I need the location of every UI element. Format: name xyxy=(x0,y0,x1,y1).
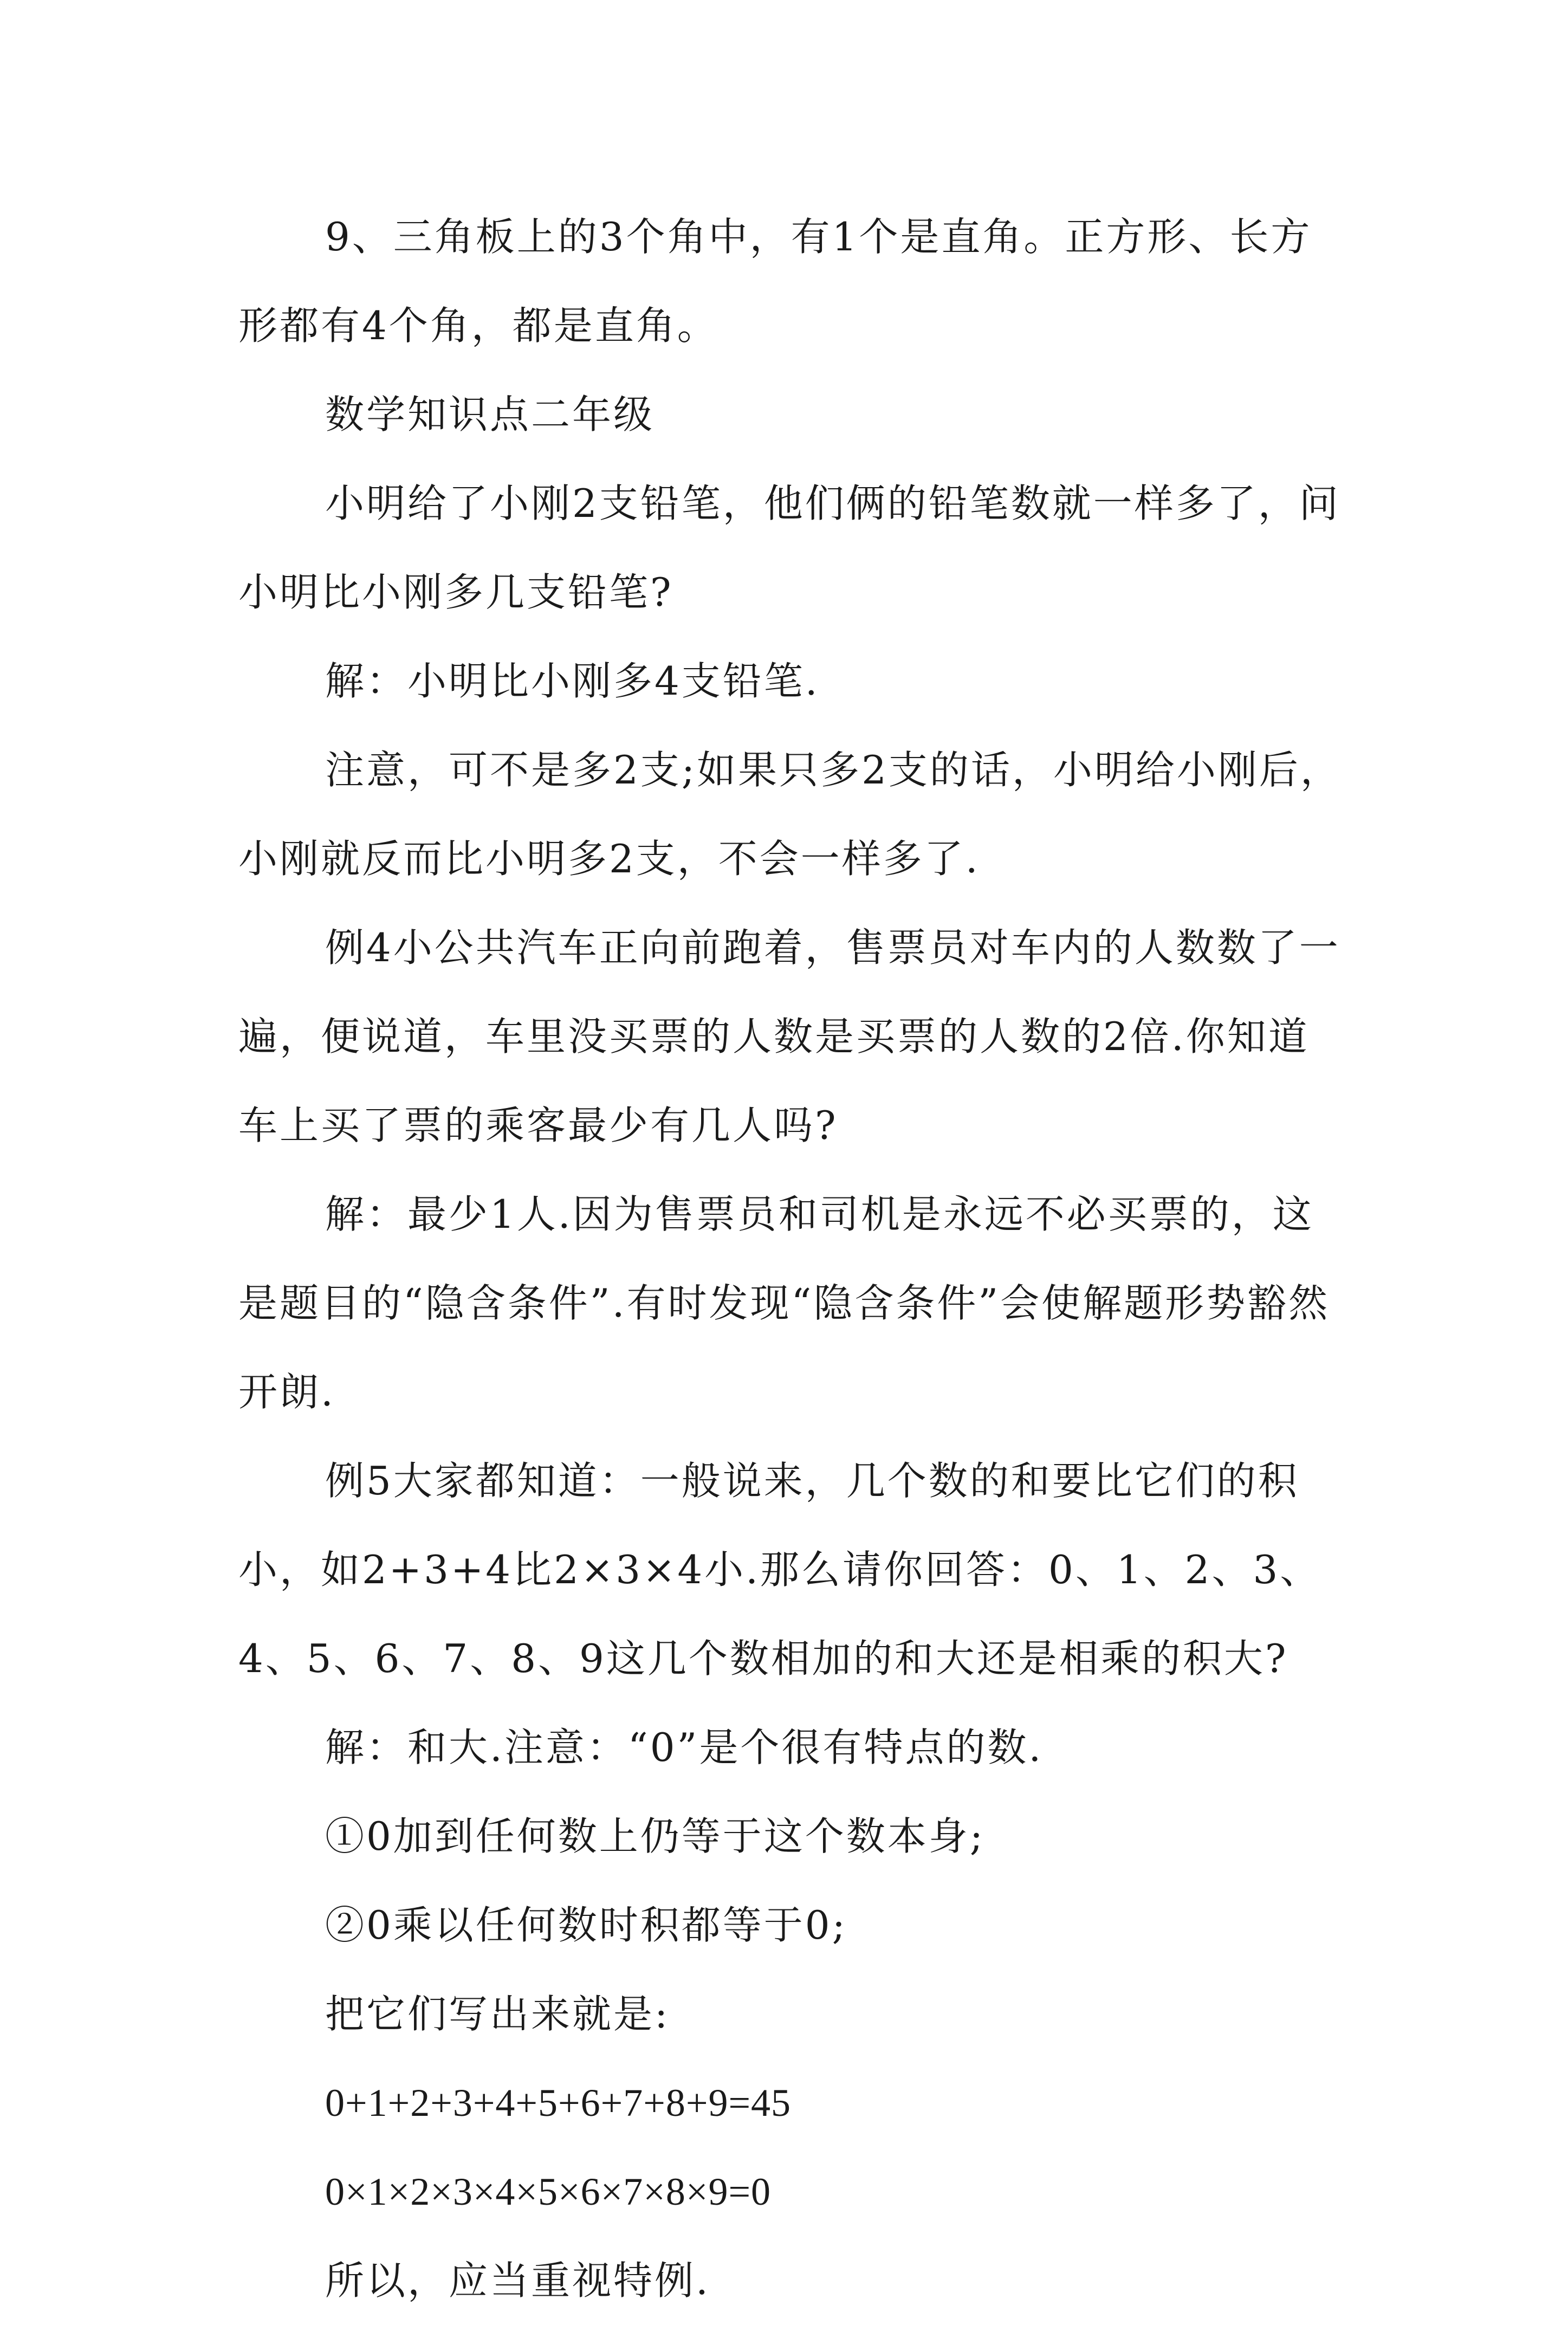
paragraph-write-out: 把它们写出来就是: xyxy=(325,1991,670,2037)
paragraph-example-5: 例5大家都知道：一般说来，几个数的和要比它们的积小，如2+3+4比2×3×4小.那么请你回答：0、1、2、3、4、5、6、7、8、9这几个数相加的和大还是相乘的积大? xyxy=(238,1458,1321,1681)
paragraph-pencil-answer: 解：小明比小刚多4支铅笔. xyxy=(325,658,820,704)
section-heading: 数学知识点二年级 xyxy=(325,392,655,437)
document-body xyxy=(238,192,1344,2325)
formula-product: 0×1×2×3×4×5×6×7×8×9=0 xyxy=(325,2170,772,2213)
paragraph-rule-2: ②0乘以任何数时积都等于0; xyxy=(325,1902,847,1948)
paragraph-pencil-question: 小明给了小刚2支铅笔，他们俩的铅笔数就一样多了，问小明比小刚多几支铅笔? xyxy=(238,481,1340,615)
paragraph-example-5-answer: 解：和大.注意：“0”是个很有特点的数. xyxy=(325,1725,1044,1770)
paragraph-example-4-answer: 解：最少1人.因为售票员和司机是永远不必买票的，这是题目的“隐含条件”.有时发现“隐含条件”会使解题形势豁然开朗. xyxy=(238,1191,1330,1415)
paragraph-example-4: 例4小公共汽车正向前跑着，售票员对车内的人数数了一遍，便说道，车里没买票的人数是买票的人数的2倍.你知道车上买了票的乘客最少有几人吗? xyxy=(238,925,1340,1148)
paragraph-pencil-note: 注意，可不是多2支;如果只多2支的话，小明给小刚后，小刚就反而比小明多2支，不会一样多了. xyxy=(238,747,1342,882)
formula-sum: 0+1+2+3+4+5+6+7+8+9=45 xyxy=(325,2081,792,2125)
paragraph-right-angle: 9、三角板上的3个角中，有1个是直角。正方形、长方形都有4个角，都是直角。 xyxy=(238,214,1312,348)
paragraph-rule-1: ①0加到任何数上仍等于这个数本身; xyxy=(325,1814,986,1859)
paragraph-conclusion: 所以，应当重视特例. xyxy=(325,2258,710,2303)
